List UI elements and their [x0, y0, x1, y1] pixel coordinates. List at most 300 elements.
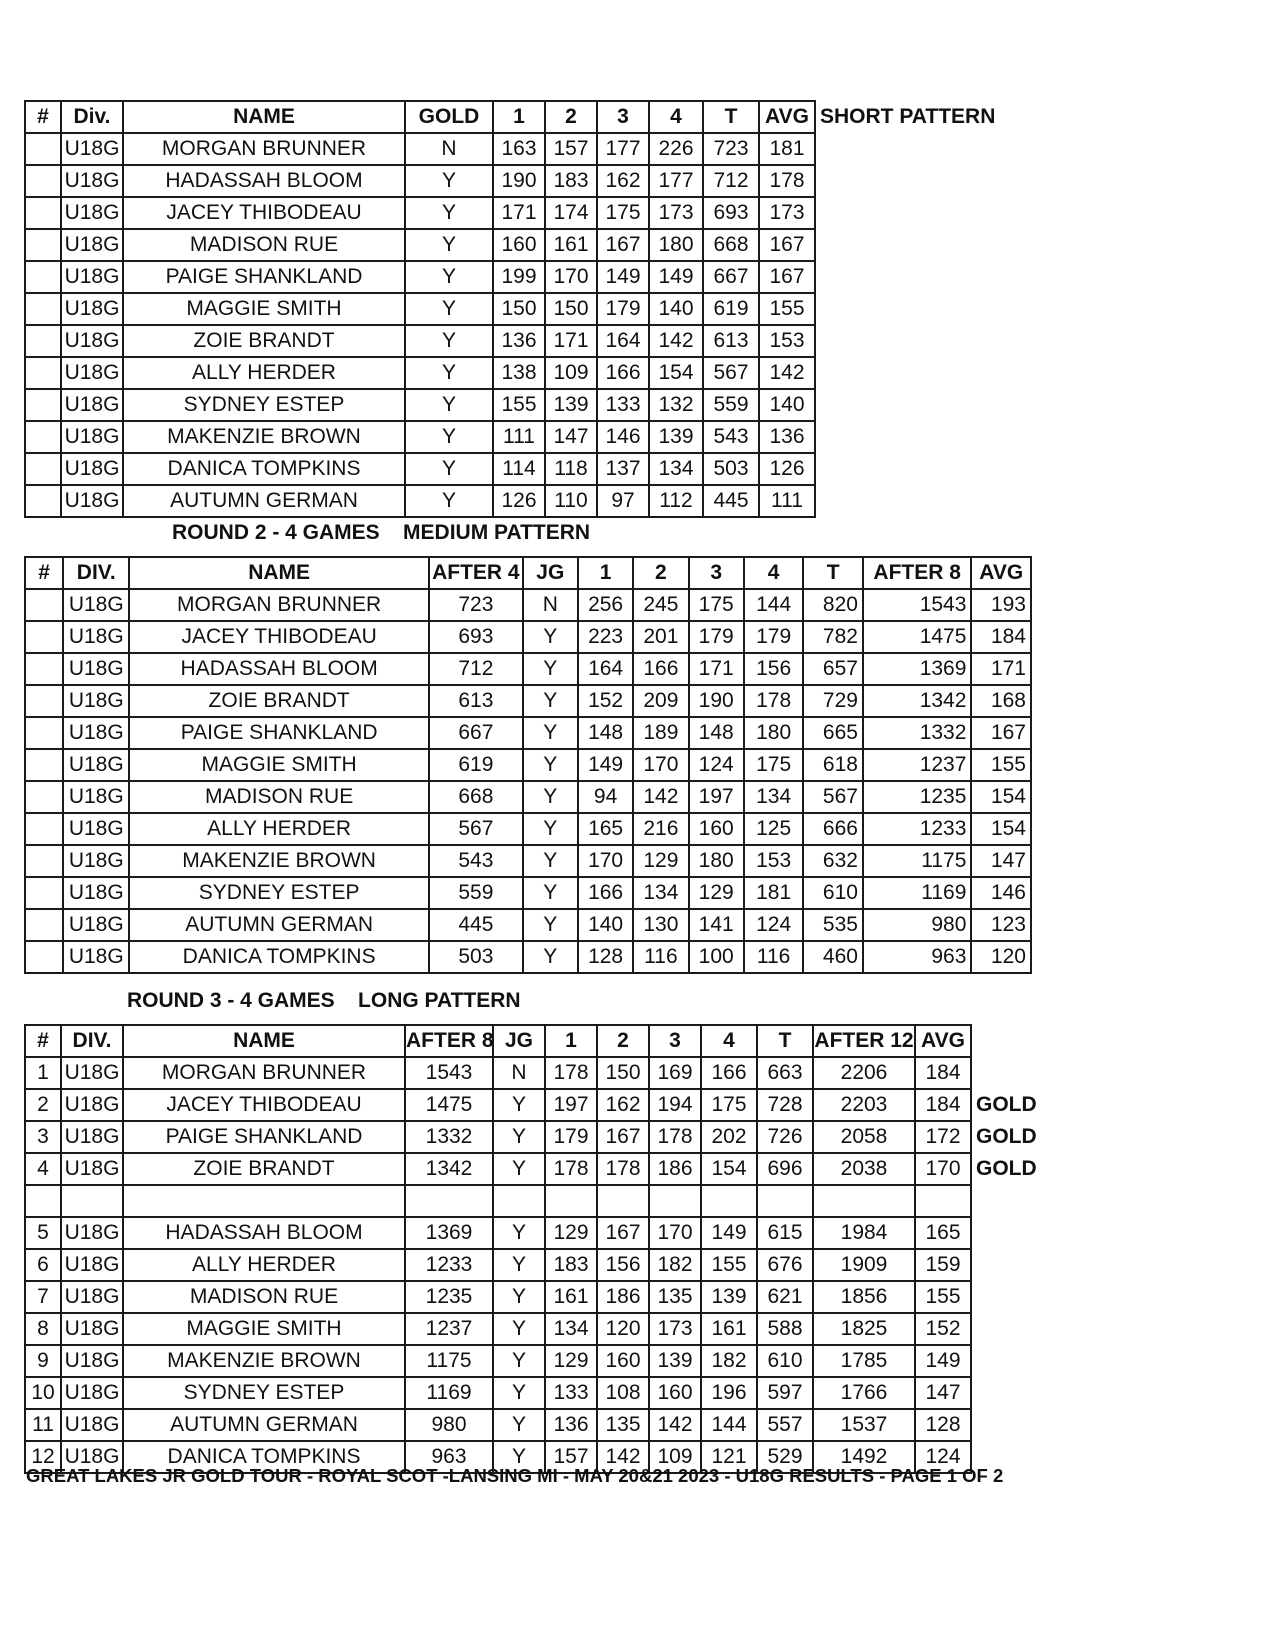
table-row — [25, 1249, 1033, 1281]
note-cell — [815, 453, 973, 485]
name-cell: SYDNEY ESTEP — [123, 389, 405, 421]
header-after-8: AFTER 8 — [863, 557, 971, 589]
average-cell: 159 — [915, 1249, 971, 1281]
game-3-cell: 142 — [649, 1409, 701, 1441]
after-12-cell: 1984 — [813, 1217, 915, 1249]
division-cell: U18G — [63, 589, 129, 621]
total-cell: 621 — [757, 1281, 813, 1313]
game-3-cell: 179 — [597, 293, 649, 325]
name-cell: MAGGIE SMITH — [129, 749, 429, 781]
game-4-cell: 154 — [701, 1153, 757, 1185]
name-cell: ALLY HERDER — [123, 357, 405, 389]
game-2-cell: 209 — [633, 685, 688, 717]
game-2-cell: 135 — [597, 1409, 649, 1441]
header-game-4: 4 — [744, 557, 804, 589]
game-4-cell: 125 — [744, 813, 804, 845]
after-4-cell: 693 — [429, 621, 523, 653]
average-cell: 167 — [759, 261, 815, 293]
game-2-cell: 108 — [597, 1377, 649, 1409]
average-cell: 172 — [915, 1121, 971, 1153]
total-cell: 567 — [703, 357, 759, 389]
total-cell: 820 — [803, 589, 863, 621]
header-game-4: 4 — [649, 101, 703, 133]
game-2-cell: 150 — [545, 293, 597, 325]
game-4-cell: 142 — [649, 325, 703, 357]
name-cell: PAIGE SHANKLAND — [123, 261, 405, 293]
gold-cell: Y — [405, 453, 493, 485]
jg-cell: Y — [493, 1089, 545, 1121]
jg-cell: Y — [523, 685, 578, 717]
total-cell — [757, 1185, 813, 1217]
header-name: NAME — [129, 557, 429, 589]
game-2-cell: 161 — [545, 229, 597, 261]
rank-cell: 2 — [25, 1089, 61, 1121]
header-game-2: 2 — [633, 557, 688, 589]
game-1-cell: 165 — [578, 813, 633, 845]
game-1-cell: 94 — [578, 781, 633, 813]
game-1-cell: 136 — [545, 1409, 597, 1441]
header-jg: JG — [523, 557, 578, 589]
table-row — [25, 197, 973, 229]
gold-marker — [971, 1345, 1033, 1377]
game-1-cell: 199 — [493, 261, 545, 293]
game-4-cell: 116 — [744, 941, 804, 973]
note-cell — [815, 261, 973, 293]
game-1-cell: 160 — [493, 229, 545, 261]
table-row — [25, 1185, 1033, 1217]
division-cell: U18G — [61, 261, 123, 293]
name-cell: MAGGIE SMITH — [123, 293, 405, 325]
game-3-cell: 186 — [649, 1153, 701, 1185]
total-cell: 723 — [703, 133, 759, 165]
header-average: AVG — [915, 1025, 971, 1057]
after-4-cell: 613 — [429, 685, 523, 717]
table-row — [25, 325, 973, 357]
average-cell: 184 — [971, 621, 1031, 653]
rank-cell: 3 — [25, 1121, 61, 1153]
division-cell: U18G — [63, 877, 129, 909]
total-cell: 668 — [703, 229, 759, 261]
game-2-cell: 130 — [633, 909, 688, 941]
game-3-cell: 175 — [597, 197, 649, 229]
game-2-cell: 171 — [545, 325, 597, 357]
table-row — [25, 781, 1031, 813]
average-cell: 120 — [971, 941, 1031, 973]
rank-cell: 8 — [25, 1313, 61, 1345]
game-3-cell: 167 — [597, 229, 649, 261]
jg-cell: Y — [523, 845, 578, 877]
game-1-cell: 178 — [545, 1057, 597, 1089]
total-cell: 535 — [803, 909, 863, 941]
game-1-cell: 171 — [493, 197, 545, 229]
division-cell: U18G — [63, 941, 129, 973]
total-cell: 665 — [803, 717, 863, 749]
game-2-cell: 150 — [597, 1057, 649, 1089]
game-4-cell: 156 — [744, 653, 804, 685]
division-cell: U18G — [61, 1313, 123, 1345]
game-4-cell: 180 — [744, 717, 804, 749]
after-12-cell: 1766 — [813, 1377, 915, 1409]
game-4-cell: 139 — [701, 1281, 757, 1313]
game-4-cell: 179 — [744, 621, 804, 653]
game-4-cell: 175 — [701, 1089, 757, 1121]
division-cell: U18G — [61, 421, 123, 453]
game-3-cell: 148 — [689, 717, 744, 749]
jg-cell: Y — [493, 1313, 545, 1345]
game-1-cell: 170 — [578, 845, 633, 877]
header-game-3: 3 — [649, 1025, 701, 1057]
game-2-cell: 118 — [545, 453, 597, 485]
table-row — [25, 1377, 1033, 1409]
gold-marker — [971, 1281, 1033, 1313]
after-8-cell: 1175 — [863, 845, 971, 877]
total-cell: 613 — [703, 325, 759, 357]
game-1-cell: 150 — [493, 293, 545, 325]
jg-cell: Y — [523, 941, 578, 973]
game-2-cell: 156 — [597, 1249, 649, 1281]
gold-cell: Y — [405, 165, 493, 197]
jg-cell: Y — [493, 1409, 545, 1441]
header-gold: GOLD — [405, 101, 493, 133]
average-cell: 142 — [759, 357, 815, 389]
name-cell: JACEY THIBODEAU — [123, 197, 405, 229]
game-2-cell: 189 — [633, 717, 688, 749]
game-2-cell: 178 — [597, 1153, 649, 1185]
gold-cell: Y — [405, 197, 493, 229]
division-cell: U18G — [61, 1377, 123, 1409]
name-cell: DANICA TOMPKINS — [123, 1441, 405, 1473]
total-cell: 557 — [757, 1409, 813, 1441]
table-header-row — [25, 557, 1031, 589]
game-2-cell: 147 — [545, 421, 597, 453]
name-cell: AUTUMN GERMAN — [123, 1409, 405, 1441]
division-cell: U18G — [63, 749, 129, 781]
game-4-cell: 175 — [744, 749, 804, 781]
game-3-cell: 160 — [689, 813, 744, 845]
name-cell — [123, 1185, 405, 1217]
rank-cell: 10 — [25, 1377, 61, 1409]
after-12-cell: 1909 — [813, 1249, 915, 1281]
game-2-cell: 201 — [633, 621, 688, 653]
round2-table — [24, 556, 1032, 974]
division-cell: U18G — [61, 1153, 123, 1185]
name-cell: MADISON RUE — [123, 1281, 405, 1313]
rank-cell: 11 — [25, 1409, 61, 1441]
game-4-cell: 226 — [649, 133, 703, 165]
average-cell: 155 — [915, 1281, 971, 1313]
header-jg: JG — [493, 1025, 545, 1057]
game-1-cell: 183 — [545, 1249, 597, 1281]
game-2-cell: 160 — [597, 1345, 649, 1377]
after-8-cell: 1169 — [863, 877, 971, 909]
after-12-cell: 1825 — [813, 1313, 915, 1345]
round3-table — [24, 1024, 1037, 1474]
game-4-cell: 153 — [744, 845, 804, 877]
average-cell: 147 — [971, 845, 1031, 877]
rank-cell — [25, 261, 61, 293]
gold-marker: GOLD — [976, 1125, 1037, 1148]
table-row — [25, 293, 973, 325]
after-12-cell: 1492 — [813, 1441, 915, 1473]
game-3-cell: 175 — [689, 589, 744, 621]
game-1-cell: 190 — [493, 165, 545, 197]
jg-cell: Y — [493, 1153, 545, 1185]
division-cell: U18G — [63, 845, 129, 877]
header-average: AVG — [759, 101, 815, 133]
note-cell — [815, 485, 973, 517]
name-cell: MORGAN BRUNNER — [123, 133, 405, 165]
total-cell: 597 — [757, 1377, 813, 1409]
jg-cell: Y — [493, 1377, 545, 1409]
total-cell: 543 — [703, 421, 759, 453]
game-3-cell: 97 — [597, 485, 649, 517]
name-cell: ALLY HERDER — [123, 1249, 405, 1281]
game-4-cell: 181 — [744, 877, 804, 909]
rank-cell — [25, 165, 61, 197]
rank-cell — [25, 389, 61, 421]
header-rank: # — [25, 557, 63, 589]
gold-marker — [971, 1249, 1033, 1281]
name-cell: ZOIE BRANDT — [123, 325, 405, 357]
game-4-cell: 166 — [701, 1057, 757, 1089]
game-1-cell: 178 — [545, 1153, 597, 1185]
rank-cell — [25, 293, 61, 325]
after-8-cell: 1342 — [863, 685, 971, 717]
after-4-cell: 503 — [429, 941, 523, 973]
game-1-cell: 128 — [578, 941, 633, 973]
round1-body — [25, 133, 973, 517]
after-8-cell: 1235 — [863, 781, 971, 813]
pattern-label: SHORT PATTERN — [820, 105, 996, 128]
header-total: T — [757, 1025, 813, 1057]
gold-cell: Y — [405, 421, 493, 453]
game-3-cell: 164 — [597, 325, 649, 357]
game-2-cell: 142 — [597, 1441, 649, 1473]
game-3-cell: 166 — [597, 357, 649, 389]
total-cell: 657 — [803, 653, 863, 685]
game-2-cell: 110 — [545, 485, 597, 517]
gold-cell: Y — [405, 261, 493, 293]
rank-cell — [25, 813, 63, 845]
rank-cell — [25, 133, 61, 165]
game-2-cell — [597, 1185, 649, 1217]
header-division: Div. — [61, 101, 123, 133]
after-12-cell: 2203 — [813, 1089, 915, 1121]
jg-cell: Y — [523, 877, 578, 909]
rank-cell — [25, 229, 61, 261]
average-cell: 193 — [971, 589, 1031, 621]
game-3-cell: 124 — [689, 749, 744, 781]
jg-cell — [493, 1185, 545, 1217]
table-row — [25, 1281, 1033, 1313]
total-cell: 503 — [703, 453, 759, 485]
game-1-cell: 149 — [578, 749, 633, 781]
name-cell: SYDNEY ESTEP — [129, 877, 429, 909]
after-4-cell: 712 — [429, 653, 523, 685]
division-cell: U18G — [61, 1409, 123, 1441]
game-4-cell: 144 — [701, 1409, 757, 1441]
name-cell: JACEY THIBODEAU — [123, 1089, 405, 1121]
game-2-cell: 216 — [633, 813, 688, 845]
game-3-cell: 160 — [649, 1377, 701, 1409]
game-3-cell: 194 — [649, 1089, 701, 1121]
name-cell: MAKENZIE BROWN — [123, 1345, 405, 1377]
game-3-cell: 129 — [689, 877, 744, 909]
jg-cell: N — [523, 589, 578, 621]
game-3-cell: 173 — [649, 1313, 701, 1345]
total-cell: 619 — [703, 293, 759, 325]
total-cell: 663 — [757, 1057, 813, 1089]
after-8-cell: 1342 — [405, 1153, 493, 1185]
game-3-cell: 133 — [597, 389, 649, 421]
total-cell: 618 — [803, 749, 863, 781]
table-row — [25, 1057, 1033, 1089]
average-cell: 168 — [971, 685, 1031, 717]
game-1-cell: 140 — [578, 909, 633, 941]
gold-marker: GOLD — [976, 1093, 1037, 1116]
game-2-cell: 120 — [597, 1313, 649, 1345]
game-3-cell: 180 — [689, 845, 744, 877]
jg-cell: Y — [493, 1121, 545, 1153]
header-after-4: AFTER 4 — [429, 557, 523, 589]
table-row — [25, 1345, 1033, 1377]
game-1-cell: 256 — [578, 589, 633, 621]
average-cell — [915, 1185, 971, 1217]
name-cell: PAIGE SHANKLAND — [129, 717, 429, 749]
note-cell — [815, 293, 973, 325]
game-2-cell: 166 — [633, 653, 688, 685]
average-cell: 171 — [971, 653, 1031, 685]
after-8-cell: 1237 — [405, 1313, 493, 1345]
average-cell: 136 — [759, 421, 815, 453]
rank-cell: 5 — [25, 1217, 61, 1249]
game-2-cell: 116 — [633, 941, 688, 973]
round3-body — [25, 1057, 1037, 1473]
gold-marker — [971, 1313, 1033, 1345]
division-cell: U18G — [63, 909, 129, 941]
table-row — [25, 453, 973, 485]
game-4-cell: 132 — [649, 389, 703, 421]
average-cell: 165 — [915, 1217, 971, 1249]
after-4-cell: 445 — [429, 909, 523, 941]
average-cell: 146 — [971, 877, 1031, 909]
game-1-cell: 155 — [493, 389, 545, 421]
rank-cell — [25, 845, 63, 877]
round2-title: ROUND 2 - 4 GAMES MEDIUM PATTERN — [172, 521, 591, 544]
game-1-cell: 129 — [545, 1217, 597, 1249]
after-12-cell: 1785 — [813, 1345, 915, 1377]
after-8-cell: 1475 — [405, 1089, 493, 1121]
header-name: NAME — [123, 101, 405, 133]
division-cell: U18G — [61, 1089, 123, 1121]
rank-cell: 7 — [25, 1281, 61, 1313]
division-cell: U18G — [63, 717, 129, 749]
after-8-cell — [405, 1185, 493, 1217]
header-total: T — [703, 101, 759, 133]
division-cell: U18G — [61, 133, 123, 165]
game-1-cell: 163 — [493, 133, 545, 165]
name-cell: MAGGIE SMITH — [123, 1313, 405, 1345]
total-cell: 567 — [803, 781, 863, 813]
name-cell: HADASSAH BLOOM — [123, 165, 405, 197]
game-3-cell: 190 — [689, 685, 744, 717]
game-1-cell: 138 — [493, 357, 545, 389]
rank-cell — [25, 357, 61, 389]
rank-cell — [25, 453, 61, 485]
gold-cell: N — [405, 133, 493, 165]
after-8-cell: 1475 — [863, 621, 971, 653]
table-row — [25, 845, 1031, 877]
table-row — [25, 941, 1031, 973]
division-cell: U18G — [63, 813, 129, 845]
table-row — [25, 485, 973, 517]
table-row — [25, 357, 973, 389]
after-8-cell: 1332 — [405, 1121, 493, 1153]
game-4-cell: 139 — [649, 421, 703, 453]
division-cell: U18G — [63, 653, 129, 685]
total-cell: 615 — [757, 1217, 813, 1249]
game-4-cell: 177 — [649, 165, 703, 197]
after-8-cell: 1175 — [405, 1345, 493, 1377]
table-row — [25, 1313, 1033, 1345]
table-row — [25, 229, 973, 261]
game-1-cell: 114 — [493, 453, 545, 485]
total-cell: 676 — [757, 1249, 813, 1281]
name-cell: SYDNEY ESTEP — [123, 1377, 405, 1409]
game-2-cell: 139 — [545, 389, 597, 421]
total-cell: 559 — [703, 389, 759, 421]
division-cell: U18G — [63, 621, 129, 653]
game-3-cell: 100 — [689, 941, 744, 973]
gold-cell: Y — [405, 389, 493, 421]
header-game-1: 1 — [545, 1025, 597, 1057]
note-cell — [815, 165, 973, 197]
header-game-1: 1 — [493, 101, 545, 133]
game-3-cell: 109 — [649, 1441, 701, 1473]
game-3-cell: 162 — [597, 165, 649, 197]
after-8-cell: 980 — [863, 909, 971, 941]
after-8-cell: 1369 — [405, 1217, 493, 1249]
game-4-cell: 202 — [701, 1121, 757, 1153]
after-8-cell: 980 — [405, 1409, 493, 1441]
table-header-row — [25, 1025, 1033, 1057]
division-cell: U18G — [61, 1441, 123, 1473]
game-4-cell: 124 — [744, 909, 804, 941]
game-1-cell: 111 — [493, 421, 545, 453]
rank-cell — [25, 941, 63, 973]
note-cell — [815, 133, 973, 165]
name-cell: MAKENZIE BROWN — [129, 845, 429, 877]
game-3-cell — [649, 1185, 701, 1217]
jg-cell: Y — [493, 1281, 545, 1313]
rank-cell — [25, 589, 63, 621]
after-12-cell: 2038 — [813, 1153, 915, 1185]
game-3-cell: 169 — [649, 1057, 701, 1089]
game-4-cell — [701, 1185, 757, 1217]
table-row — [25, 621, 1031, 653]
header-game-4: 4 — [701, 1025, 757, 1057]
rank-cell: 9 — [25, 1345, 61, 1377]
division-cell: U18G — [63, 685, 129, 717]
after-12-cell: 1856 — [813, 1281, 915, 1313]
after-8-cell: 1169 — [405, 1377, 493, 1409]
after-8-cell: 1233 — [863, 813, 971, 845]
game-2-cell: 170 — [633, 749, 688, 781]
game-2-cell: 186 — [597, 1281, 649, 1313]
division-cell: U18G — [61, 165, 123, 197]
game-2-cell: 157 — [545, 133, 597, 165]
total-cell: 529 — [757, 1441, 813, 1473]
